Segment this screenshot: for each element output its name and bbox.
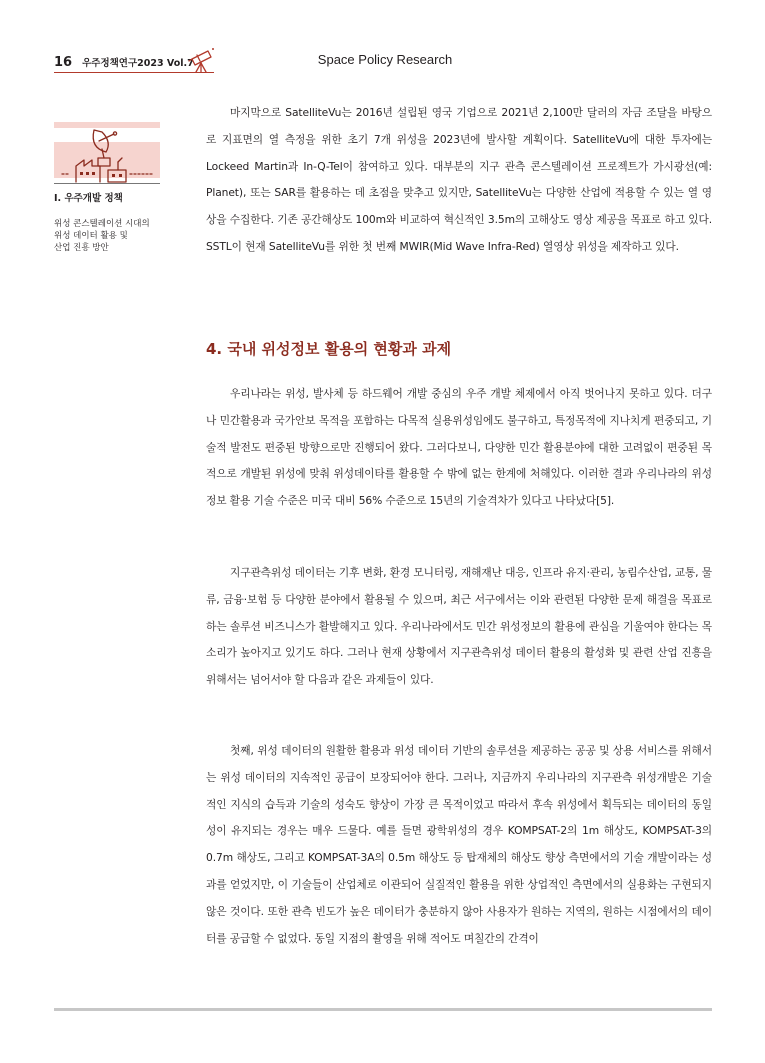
section-heading: 4. 국내 위성정보 활용의 현황과 과제 <box>206 340 452 358</box>
satellite-dish-factory-icon <box>54 122 160 184</box>
telescope-icon <box>186 46 216 74</box>
body-paragraph: 우리나라는 위성, 발사체 등 하드웨어 개발 중심의 우주 개발 체제에서 아직 벗어나지 못하고 있다. 더구나 민간활용과 국가안보 목적을 포함하는 다목적 실용위성임에도 불구하고, 특정목적에 지나치게 편중되고, 기술적 발전도 편중된 방향으로만 진행되어 왔다. 그러다보니, 다양한 민간 활용분야에 대한 고려없이 편중된 목적으로 개발된 위성에 맞춰 위성데이타를 활용할 수 밖에 없는 한계에 처해있다. 이러한 결과 우리나라의 위성정보 활용 기술 수준은 미국 대비 56% 수준으로 15년의 기술격차가 있다고 나타났다[5]. <box>206 387 712 508</box>
journal-title: 우주정책연구2023 Vol.7 <box>82 58 194 69</box>
footer-rule <box>54 1008 712 1011</box>
sidebar-subtitle-line: 산업 진흥 방안 <box>54 243 109 253</box>
header-title: Space Policy Research <box>317 52 453 67</box>
sidebar-section-title: I. 우주개발 정책 <box>54 193 123 204</box>
page-number: 16 <box>54 55 73 70</box>
sidebar-subtitle-line: 위성 콘스텔레이션 시대의 <box>54 219 150 229</box>
sidebar-rule <box>54 183 160 184</box>
running-header <box>54 55 194 70</box>
body-paragraph: 지구관측위성 데이터는 기후 변화, 환경 모니터링, 재해재난 대응, 인프라 유지·관리, 농림수산업, 교통, 물류, 금융·보험 등 다양한 분야에서 활용될 수 있으며, 최근 서구에서는 이와 관련된 다양한 문제 해결을 목표로 하는 솔루션 비즈니스가 활발해지고 있다. 우리나라에서도 민간 위성정보의 활용에 관심을 기울여야 한다는 목소리가 높아지고 있기도 하다. 그러나 현재 상황에서 지구관측위성 데이터 활용의 활성화 및 관련 산업 진흥을 위해서는 넘어서야 할 다음과 같은 과제들이 있다. <box>206 566 712 687</box>
body-paragraph: 첫째, 위성 데이터의 원활한 활용과 위성 데이터 기반의 솔루션을 제공하는 공공 및 상용 서비스를 위해서는 위성 데이터의 지속적인 공급이 보장되어야 한다. 그러나, 지금까지 우리나라의 지구관측 위성개발은 기술적인 지식의 습득과 기술의 성숙도 향상이 가장 큰 목적이었고 따라서 후속 위성에서 획득되는 데이터의 동일성이 유지되는 경우는 매우 드물다. 예를 들면 광학위성의 경우 KOMPSAT-2의 1m 해상도, KOMPSAT-3의 0.7m 해상도, 그리고 KOMPSAT-3A의 0.5m 해상도 등 탑재체의 해상도 향상 측면에서의 기술 개발이라는 성과를 얻었지만, 이 기술들이 산업체로 이관되어 실질적인 활용을 위한 상업적인 측면에서의 실용화는 구현되지 않은 것이다. 또한 관측 빈도가 높은 데이터가 충분하지 않아 사용자가 원하는 지역의, 원하는 시점에서의 데이터를 공급할 수 없었다. 동일 지점의 촬영을 위해 적어도 며칠간의 간격이 <box>206 744 712 945</box>
sidebar-subtitle-line: 위성 데이터 활용 및 <box>54 231 128 241</box>
sidebar-article-title <box>54 218 184 254</box>
body-paragraph: 마지막으로 SatelliteVu는 2016년 설립된 영국 기업으로 2021년 2,100만 달러의 자금 조달을 바탕으로 지표면의 열 측정을 위한 초기 7개 위성을 2023년에 발사할 계획이다. SatelliteVu에 대한 투자에는 Lockeed Martin과 In-Q-Tel이 참여하고 있다. 대부분의 지구 관측 콘스텔레이션 프로젝트가 가시광선(예: Planet), 또는 SAR를 활용하는 데 초점을 맞추고 있지만, SatelliteVu는 다양한 산업에 적용할 수 있는 열 영상을 수집한다. 기존 공간해상도 100m와 비교하여 혁신적인 3.5m의 고해상도 영상 제공을 목표로 하고 있다. SSTL이 현재 SatelliteVu를 위한 첫 번째 MWIR(Mid Wave Infra-Red) 열영상 위성을 제작하고 있다. <box>206 106 712 253</box>
